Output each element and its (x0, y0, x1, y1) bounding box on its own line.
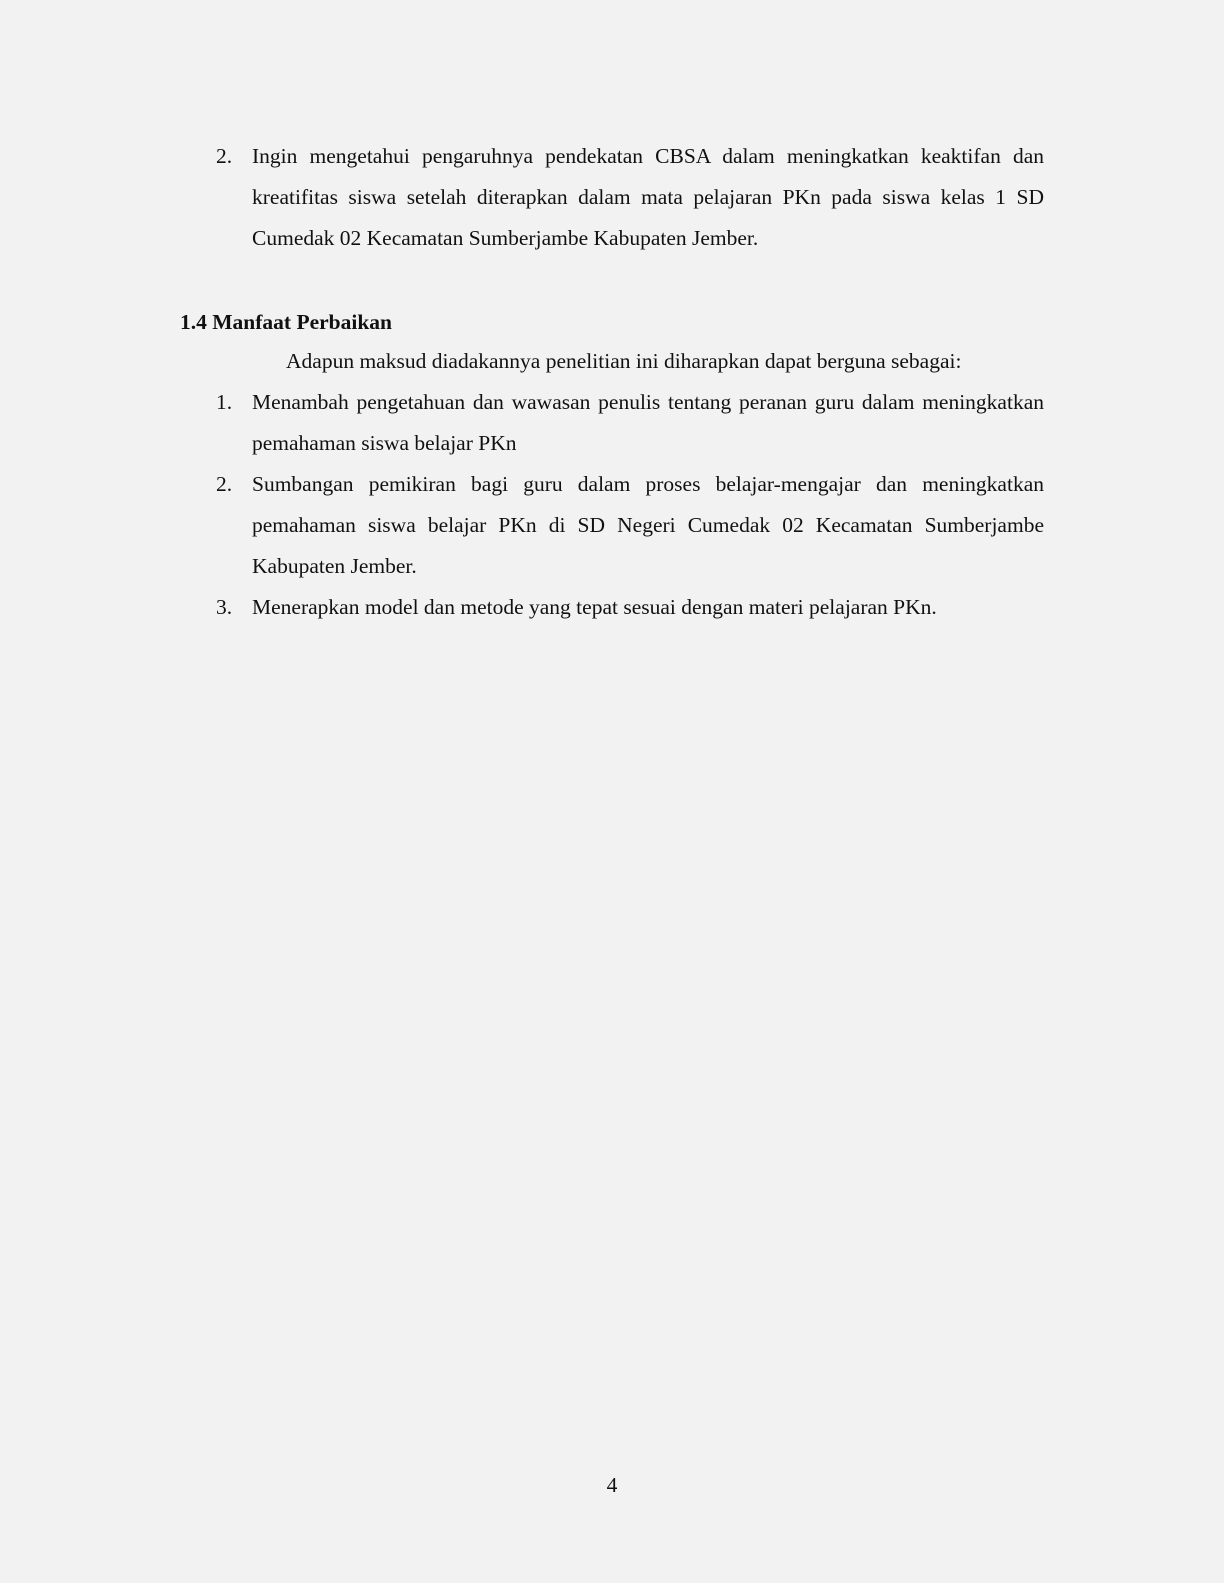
list-item-text: Sumbangan pemikiran bagi guru dalam proses belajar-mengajar dan meningkatkan pemahaman siswa belajar PKn di SD Negeri Cumedak 02 Kecamatan Sumberjambe Kabupaten Jember. (252, 472, 1044, 578)
list-item-text: Menambah pengetahuan dan wawasan penulis tentang peranan guru dalam meningkatkan pemahaman siswa belajar PKn (252, 390, 1044, 455)
benefits-list (212, 382, 1044, 628)
list-item-text: Menerapkan model dan metode yang tepat sesuai dengan materi pelajaran PKn. (252, 595, 937, 619)
section-heading: 1.4 Manfaat Perbaikan (180, 310, 393, 334)
list-item-number: 2. (216, 472, 233, 496)
list-item (212, 587, 1044, 628)
list-item (212, 464, 1044, 587)
objectives-list-continued (212, 136, 1044, 259)
list-item-number: 3. (216, 595, 233, 619)
section-intro-paragraph: Adapun maksud diadakannya penelitian ini diharapkan dapat berguna sebagai: (286, 349, 962, 373)
list-item-number: 1. (216, 390, 233, 414)
list-item (212, 136, 1044, 259)
list-item-number: 2. (216, 144, 233, 168)
list-item-text: Ingin mengetahui pengaruhnya pendekatan CBSA dalam meningkatkan keaktifan dan kreatifitas siswa setelah diterapkan dalam mata pelajaran PKn pada siswa kelas 1 SD Cumedak 02 Kecamatan Sumberjambe Kabupaten Jember. (252, 144, 1044, 250)
page-number: 4 (606, 1473, 618, 1497)
list-item (212, 382, 1044, 464)
